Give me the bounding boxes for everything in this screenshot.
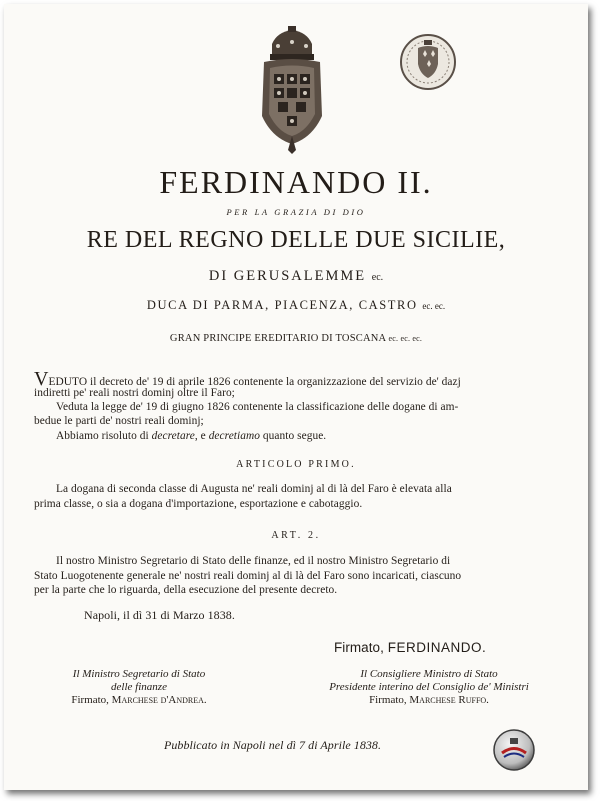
- preamble-line-3: Veduta la legge de' 19 di giugno 1826 contenente la classificazione delle dogane di am-: [56, 401, 459, 413]
- decree-page: [4, 4, 588, 790]
- preamble-line-2: indiretti pe' reali nostri dominj oltre il Faro;: [34, 387, 235, 399]
- article-1-heading: ARTICOLO PRIMO.: [236, 459, 356, 470]
- jerusalem-line: [4, 268, 588, 285]
- prince-line: [4, 333, 588, 344]
- article-2-line-2: Stato Luogotenente generale ne' nostri reali dominj al di là del Faro sono incaricati, ciascuno: [34, 570, 462, 582]
- place-date: Napoli, il dì 31 di Marzo 1838.: [84, 608, 235, 622]
- preamble-line-1: VEDUTO il decreto de' 19 di aprile 1826 contenente la organizzazione del servizio de' dazj: [34, 368, 461, 390]
- duke-line: [4, 298, 588, 313]
- article-1-line-1: La dogana di seconda classe di Augusta ne' reali dominj al di là del Faro è elevata alla: [56, 483, 452, 495]
- article-2-heading: ART. 2.: [271, 530, 321, 541]
- preamble-line-5: Abbiamo risoluto di decretare, e decretiamo quanto segue.: [56, 430, 327, 442]
- grace-line: PER LA GRAZIA DI DIO: [226, 207, 366, 217]
- royal-coat-of-arms-icon: [242, 26, 342, 154]
- round-fleur-de-lis-seal-icon: [398, 32, 458, 92]
- round-emblem-stamp-icon: [492, 728, 536, 772]
- article-2-line-1: Il nostro Ministro Segretario di Stato delle finanze, ed il nostro Ministro Segretario di: [56, 555, 451, 567]
- drop-capital: V: [34, 368, 49, 390]
- decree-title: FERDINANDO II.: [159, 164, 433, 200]
- article-2-line-3: per la parte che lo riguarda, della esecuzione del presente decreto.: [34, 584, 338, 596]
- prince-text: GRAN PRINCIPE EREDITARIO DI TOSCANA: [169, 333, 386, 344]
- council-president-block: Il Consigliere Ministro di Stato Presidente interino del Consiglio de' Ministri Firmato, Marchese Ruffo.: [329, 668, 529, 706]
- duke-ec: ec. ec.: [422, 301, 446, 311]
- preamble-line-4: bedue le parti de' nostri reali dominj;: [34, 415, 204, 427]
- king-signature: Firmato, FERDINANDO.: [334, 640, 487, 655]
- minister-finance-block: Il Ministro Segretario di Stato delle finanze Firmato, Marchese d'Andrea.: [71, 668, 207, 706]
- jerusalem-text: DI GERUSALEMME: [208, 268, 367, 284]
- kingdom-line: RE DEL REGNO DELLE DUE SICILIE,: [86, 227, 506, 253]
- prince-ec: ec. ec. ec.: [388, 334, 423, 343]
- duke-text: DUCA DI PARMA, PIACENZA, CASTRO: [146, 298, 418, 312]
- jerusalem-ec: ec.: [371, 272, 384, 283]
- publication-line: Pubblicato in Napoli nel dì 7 di Aprile 1838.: [164, 738, 382, 752]
- article-1-line-2: prima classe, o sia a dogana d'importazione, esportazione e cabotaggio.: [34, 498, 363, 510]
